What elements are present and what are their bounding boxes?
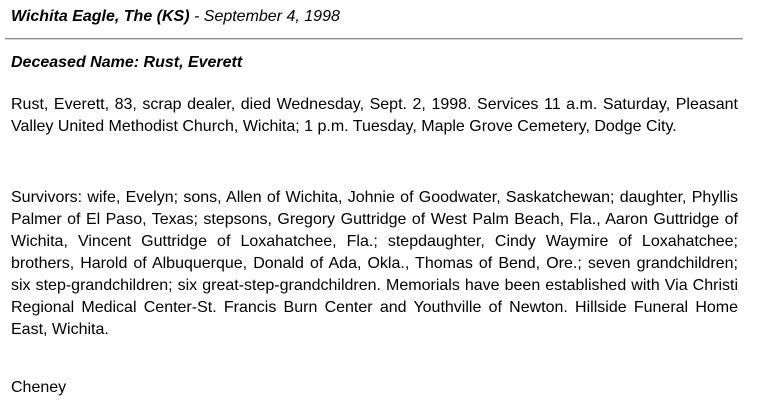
obituary-paragraph-survivors: Survivors: wife, Evelyn; sons, Allen of Wichita, Johnie of Goodwater, Saskatchewan; daughter, Phyllis Palmer of El Paso, Texas; stepsons, Gregory Guttridge of West Palm Beach, Fla., Aaron Guttridge of Wichita, Vincent Guttridge of Loxahatchee, Fla.; stepdaughter, Cindy Waymire of Loxahatchee; brothers, Harold of Albuquerque, Donald of Ada, Okla., Thomas of Bend, Ore.; seven grandchildren; six step-grandchildren; six great-step-grandchildren. Memorials have been established with Via Christi Regional Medical Center-St. Francis Burn Center and Youthville of Newton. Hillside Funeral Home East, Wichita. — [11, 189, 738, 338]
obituary-paragraph-location: Cheney — [11, 379, 67, 396]
publication-date: - September 4, 1998 — [189, 8, 340, 25]
article-header — [11, 7, 340, 27]
deceased-name: Deceased Name: Rust, Everett — [11, 54, 243, 71]
publication-title: Wichita Eagle, The (KS) — [11, 8, 190, 25]
obituary-paragraph-services: Rust, Everett, 83, scrap dealer, died Wednesday, Sept. 2, 1998. Services 11 a.m. Saturday, Pleasant Valley United Methodist Church, Wichita; 1 p.m. Tuesday, Maple Grove Cemetery, Dodge City. — [11, 96, 738, 135]
header-divider — [5, 38, 743, 40]
